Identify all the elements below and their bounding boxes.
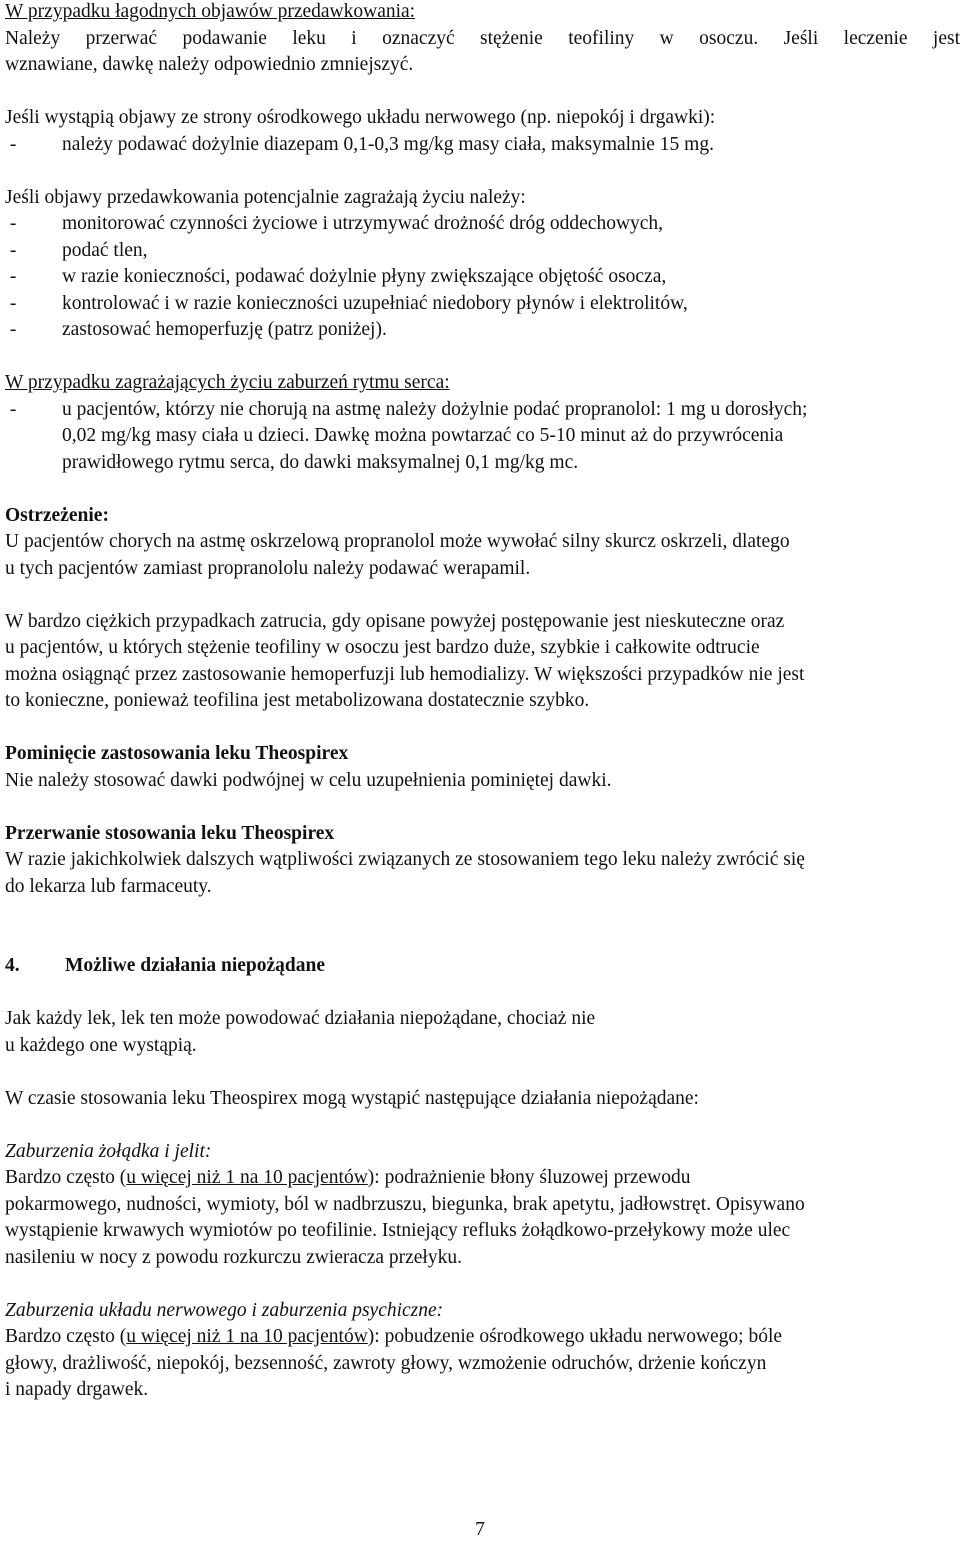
list-item-text: w razie konieczności, podawać dożylnie płyny zwiększające objętość osocza, xyxy=(62,266,667,287)
missed-dose-heading: Pominięcie zastosowania leku Theospirex xyxy=(5,743,349,764)
section-4-line: W czasie stosowania leku Theospirex mogą wystąpić następujące działania niepożądane: xyxy=(5,1087,699,1109)
document-page xyxy=(5,0,960,1404)
life-threat-line: Jeśli objawy przedawkowania potencjalnie zagrażają życiu należy: xyxy=(5,186,526,208)
stop-heading: Przerwanie stosowania leku Theospirex xyxy=(5,822,335,844)
mild-overdose-heading: W przypadku łagodnych objawów przedawkowania: xyxy=(5,1,416,22)
list-item-text: u pacjentów, którzy nie chorują na astmę należy dożylnie podać propranolol: 1 mg u dorosłych; xyxy=(62,398,808,420)
list-item: - zastosować hemoperfuzję (patrz poniżej). xyxy=(5,317,960,344)
mild-overdose-line: wznawiane, dawkę należy odpowiednio zmniejszyć. xyxy=(5,54,414,75)
stop-line: do lekarza lub farmaceuty. xyxy=(5,875,212,897)
section-title: Możliwe działania niepożądane xyxy=(65,955,325,976)
severe-line: W bardzo ciężkich przypadkach zatrucia, gdy opisane powyżej postępowanie jest nieskuteczne oraz xyxy=(5,610,785,632)
list-item-continuation xyxy=(5,423,960,450)
severe-line: u pacjentów, u których stężenie teofiliny w osoczu jest bardzo duże, szybkie i całkowite odtrucie xyxy=(5,637,760,658)
gi-line: nasileniu w nocy z powodu rozkurczu zwieracza przełyku. xyxy=(5,1246,462,1268)
gi-line: wystąpienie krwawych wymiotów po teofilinie. Istniejący refluks żołądkowo-przełykowy może ulec xyxy=(5,1220,791,1241)
list-item-continuation xyxy=(5,450,960,477)
freq-prefix: Bardzo często ( xyxy=(5,1326,127,1347)
neuro-heading: Zaburzenia układu nerwowego i zaburzenia psychiczne: xyxy=(5,1299,444,1321)
list-item: - podać tlen, xyxy=(5,238,960,265)
section-4-heading xyxy=(5,953,960,980)
stop-line: W razie jakichkolwiek dalszych wątpliwości związanych ze stosowaniem tego leku należy zwrócić się xyxy=(5,849,805,870)
cns-symptoms-line: Jeśli wystąpią objawy ze strony ośrodkowego układu nerwowego (np. niepokój i drgawki): xyxy=(5,107,716,128)
gi-line: pokarmowego, nudności, wymioty, ból w nadbrzuszu, biegunka, brak apetytu, jadłowstręt. Opisywano xyxy=(5,1193,805,1215)
arrhythmia-heading: W przypadku zagrażających życiu zaburzeń rytmu serca: xyxy=(5,372,450,393)
neuro-freq-line xyxy=(5,1324,960,1351)
list-item-text: należy podawać dożylnie diazepam 0,1-0,3 mg/kg masy ciała, maksymalnie 15 mg. xyxy=(62,133,714,155)
section-number: 4. xyxy=(5,955,20,976)
list-item-text: prawidłowego rytmu serca, do dawki maksymalnej 0,1 mg/kg mc. xyxy=(62,451,579,473)
list-item: - należy podawać dożylnie diazepam 0,1-0,3 mg/kg masy ciała, maksymalnie 15 mg. xyxy=(5,132,960,159)
gi-freq-line xyxy=(5,1165,960,1192)
freq-definition: u więcej niż 1 na 10 pacjentów xyxy=(126,1326,368,1347)
warning-heading: Ostrzeżenie: xyxy=(5,504,109,526)
list-item-text: zastosować hemoperfuzję (patrz poniżej). xyxy=(62,319,387,340)
list-item: - kontrolować i w razie konieczności uzupełniać niedobory płynów i elektrolitów, xyxy=(5,291,960,318)
freq-suffix: ): pobudzenie ośrodkowego układu nerwowego; bóle xyxy=(367,1326,783,1347)
neuro-line: i napady drgawek. xyxy=(5,1379,149,1400)
gi-heading: Zaburzenia żołądka i jelit: xyxy=(5,1140,212,1162)
freq-suffix: ): podrażnienie błony śluzowej przewodu xyxy=(367,1167,691,1188)
list-item-text: kontrolować i w razie konieczności uzupełniać niedobory płynów i elektrolitów, xyxy=(62,292,688,314)
missed-dose-line: Nie należy stosować dawki podwójnej w celu uzupełnienia pominiętej dawki. xyxy=(5,769,612,791)
severe-line: można osiągnąć przez zastosowanie hemoperfuzji lub hemodializy. W większości przypadków nie jest xyxy=(5,663,805,685)
list-item: - u pacjentów, którzy nie chorują na astmę należy dożylnie podać propranolol: 1 mg u dorosłych; xyxy=(5,397,960,424)
page-number: 7 xyxy=(475,1519,485,1540)
section-4-intro: u każdego one wystąpią. xyxy=(5,1034,197,1056)
freq-definition: u więcej niż 1 na 10 pacjentów xyxy=(126,1167,368,1188)
warning-line: u tych pacjentów zamiast propranololu należy podawać werapamil. xyxy=(5,557,531,579)
warning-line: U pacjentów chorych na astmę oskrzelową propranolol może wywołać silny skurcz oskrzeli, dlatego xyxy=(5,531,790,552)
neuro-line: głowy, drażliwość, niepokój, bezsenność, zawroty głowy, wzmożenie odruchów, drżenie kończyn xyxy=(5,1352,767,1374)
freq-prefix: Bardzo często ( xyxy=(5,1167,127,1188)
list-item-text: monitorować czynności życiowe i utrzymywać drożność dróg oddechowych, xyxy=(62,213,664,234)
section-4-intro: Jak każdy lek, lek ten może powodować działania niepożądane, chociaż nie xyxy=(5,1008,596,1029)
list-item-text: 0,02 mg/kg masy ciała u dzieci. Dawkę można powtarzać co 5-10 minut aż do przywrócenia xyxy=(62,425,784,446)
list-item: - monitorować czynności życiowe i utrzymywać drożność dróg oddechowych, xyxy=(5,211,960,238)
list-item-text: podać tlen, xyxy=(62,239,148,261)
severe-line: to konieczne, ponieważ teofilina jest metabolizowana dostatecznie szybko. xyxy=(5,690,590,711)
mild-overdose-line: Należy przerwać podawanie leku i oznaczyć stężenie teofiliny w osoczu. Jeśli leczenie jest xyxy=(5,27,960,49)
list-item: - w razie konieczności, podawać dożylnie płyny zwiększające objętość osocza, xyxy=(5,264,960,291)
